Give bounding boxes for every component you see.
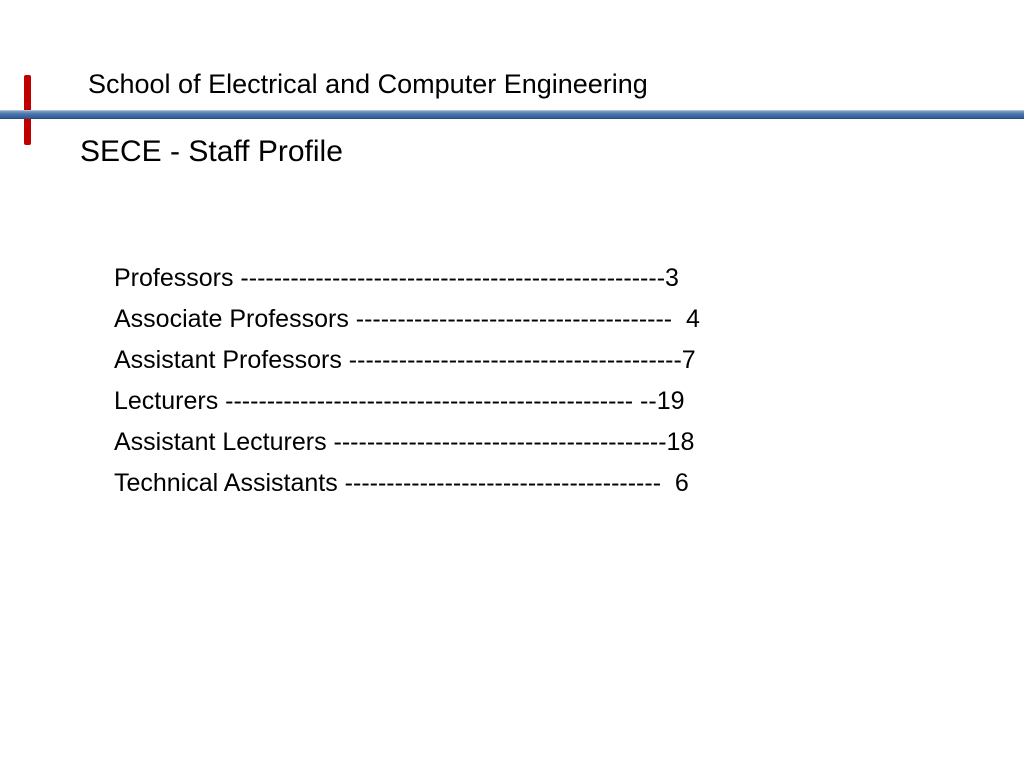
staff-row-professors: Professors ---------------------------------------------------3 — [114, 264, 679, 292]
staff-row-technical-assistants: Technical Assistants -------------------------------------- 6 — [114, 469, 689, 497]
staff-row-associate-professors: Associate Professors -------------------------------------- 4 — [114, 305, 700, 333]
header-divider-rule — [0, 110, 1024, 119]
header-title: School of Electrical and Computer Engineering — [88, 69, 648, 99]
staff-row-assistant-lecturers: Assistant Lecturers ----------------------------------------18 — [114, 428, 695, 456]
slide-title: SECE - Staff Profile — [80, 135, 343, 168]
staff-profile-list — [114, 258, 700, 504]
staff-row-assistant-professors: Assistant Professors ----------------------------------------7 — [114, 346, 696, 374]
staff-row-lecturers: Lecturers ------------------------------------------------- --19 — [114, 387, 685, 415]
